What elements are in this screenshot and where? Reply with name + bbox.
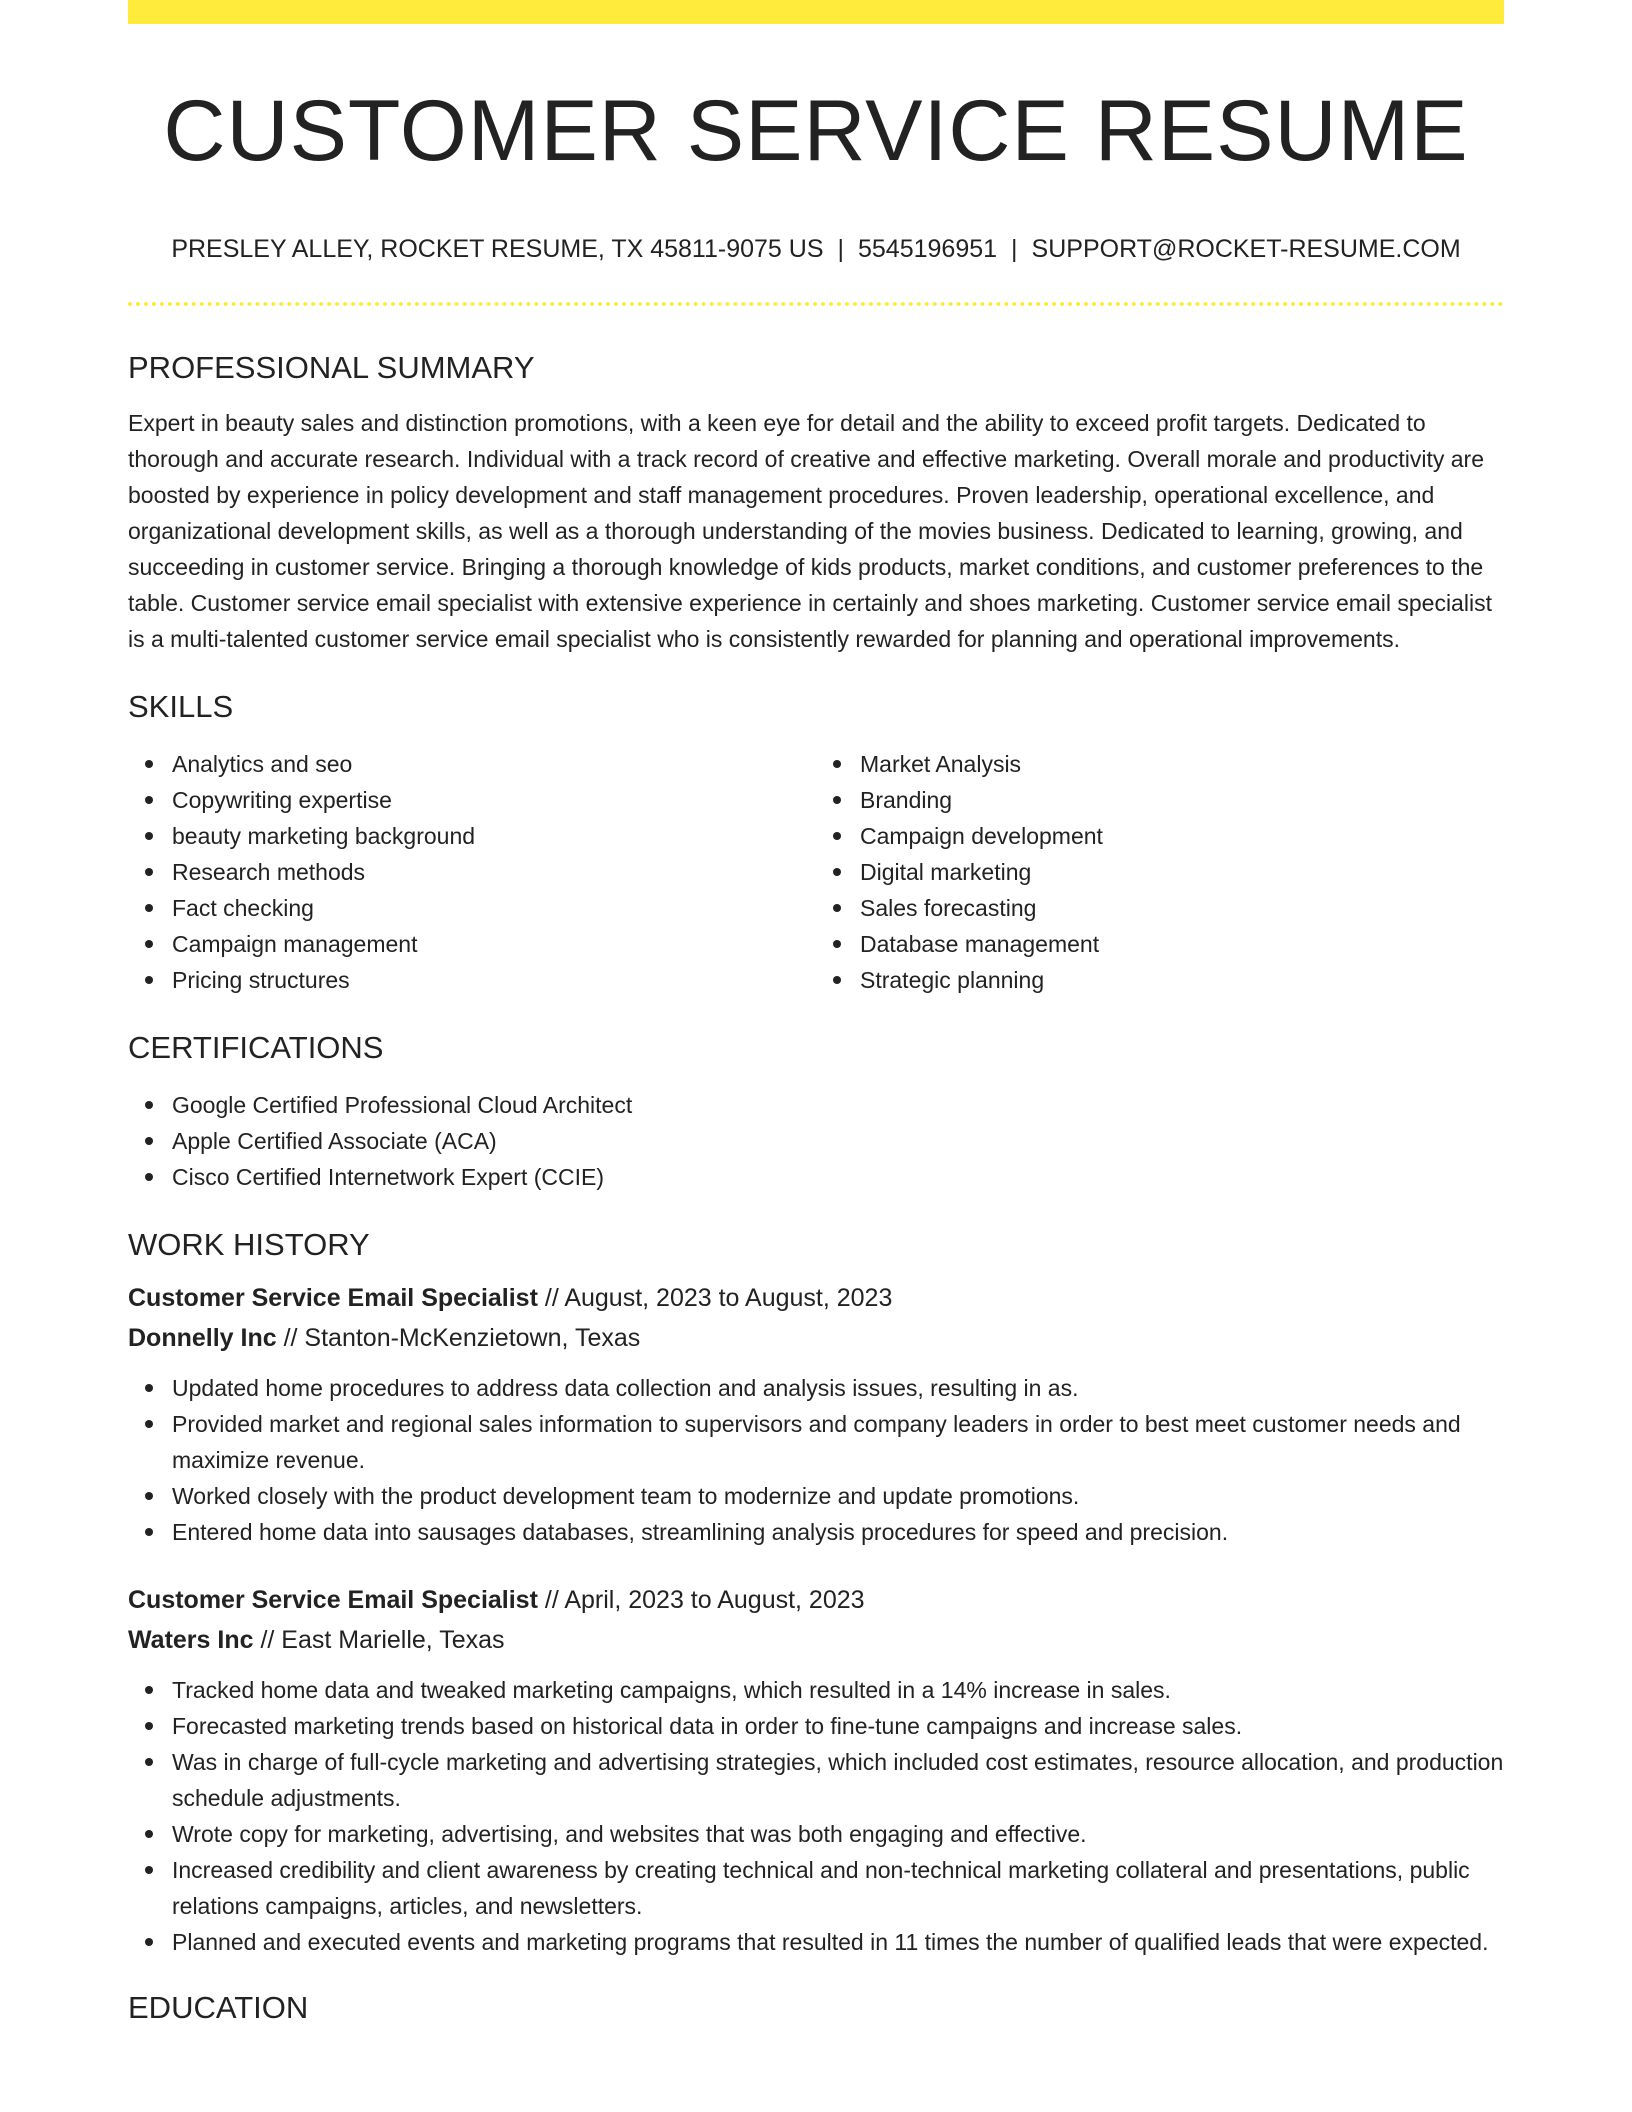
- contact-address: PRESLEY ALLEY, ROCKET RESUME, TX 45811-9075 US: [171, 234, 824, 263]
- summary-text: Expert in beauty sales and distinction promotions, with a keen eye for detail and the ability to exceed profit targets. Dedicated to thorough and accurate research. Individual with a track record of creative and effective marketing. Overall morale and productivity are boosted by experience in policy development and staff management procedures. Proven leadership, operational excellence, and organizational development skills, as well as a thorough understanding of the movies business. Dedicated to learning, growing, and succeeding in customer service. Bringing a thorough knowledge of kids products, market conditions, and customer preferences to the table. Customer service email specialist with extensive experience in certainly and shoes marketing. Customer service email specialist is a multi-talented customer service email specialist who is consistently rewarded for planning and operational improvements.: [128, 409, 1492, 652]
- section-title-education: EDUCATION: [128, 1989, 309, 2025]
- skill-item: beauty marketing background: [172, 818, 816, 854]
- section-title-work-history: WORK HISTORY: [128, 1226, 370, 1262]
- skill-item: Sales forecasting: [860, 890, 1504, 926]
- skill-item: Research methods: [172, 854, 816, 890]
- skills-columns: [128, 746, 1504, 998]
- job-entry: [128, 1580, 1504, 1960]
- duty-item: Tracked home data and tweaked marketing campaigns, which resulted in a 14% increase in sales.: [172, 1672, 1504, 1708]
- job-company-line: [128, 1318, 1504, 1358]
- duty-item: Planned and executed events and marketing programs that resulted in 11 times the number of qualified leads that were expected.: [172, 1924, 1504, 1960]
- contact-line: [128, 235, 1504, 264]
- duty-item: Worked closely with the product development team to modernize and update promotions.: [172, 1478, 1504, 1514]
- certification-item: Apple Certified Associate (ACA): [172, 1123, 1504, 1159]
- section-title-summary: PROFESSIONAL SUMMARY: [128, 349, 535, 385]
- job-dates: // August, 2023 to August, 2023: [537, 1283, 893, 1312]
- contact-email: SUPPORT@ROCKET-RESUME.COM: [1031, 234, 1461, 263]
- certification-item: Cisco Certified Internetwork Expert (CCIE): [172, 1159, 1504, 1195]
- skill-item: Copywriting expertise: [172, 782, 816, 818]
- certification-item: Google Certified Professional Cloud Architect: [172, 1087, 1504, 1123]
- job-title-line: [128, 1278, 1504, 1318]
- job-location: // Stanton-McKenzietown, Texas: [276, 1323, 641, 1352]
- duty-item: Was in charge of full-cycle marketing and advertising strategies, which included cost estimates, resource allocation, and production schedule adjustments.: [172, 1744, 1504, 1816]
- contact-separator: |: [1011, 234, 1018, 263]
- skill-item: Market Analysis: [860, 746, 1504, 782]
- skill-item: Branding: [860, 782, 1504, 818]
- skill-item: Strategic planning: [860, 962, 1504, 998]
- job-company: Waters Inc: [128, 1625, 254, 1654]
- job-role: Customer Service Email Specialist: [128, 1283, 538, 1312]
- skill-item: Analytics and seo: [172, 746, 816, 782]
- job-company: Donnelly Inc: [128, 1323, 277, 1352]
- job-duties-list: [128, 1672, 1504, 1960]
- job-title-line: [128, 1580, 1504, 1620]
- job-dates: // April, 2023 to August, 2023: [537, 1585, 865, 1614]
- certifications-list: [128, 1087, 1504, 1195]
- contact-phone: 5545196951: [858, 234, 998, 263]
- skill-item: Campaign management: [172, 926, 816, 962]
- skill-item: Fact checking: [172, 890, 816, 926]
- contact-separator: |: [837, 234, 844, 263]
- skill-item: Database management: [860, 926, 1504, 962]
- skill-item: Digital marketing: [860, 854, 1504, 890]
- job-company-line: [128, 1620, 1504, 1660]
- section-title-skills: SKILLS: [128, 688, 234, 724]
- duty-item: Wrote copy for marketing, advertising, and websites that was both engaging and effective.: [172, 1816, 1504, 1852]
- duty-item: Provided market and regional sales information to supervisors and company leaders in order to best meet customer needs and maximize revenue.: [172, 1406, 1504, 1478]
- skill-item: Campaign development: [860, 818, 1504, 854]
- job-entry: [128, 1278, 1504, 1550]
- skill-item: Pricing structures: [172, 962, 816, 998]
- job-duties-list: [128, 1370, 1504, 1550]
- duty-item: Forecasted marketing trends based on historical data in order to fine-tune campaigns and increase sales.: [172, 1708, 1504, 1744]
- duty-item: Increased credibility and client awareness by creating technical and non-technical marketing collateral and presentations, public relations campaigns, articles, and newsletters.: [172, 1852, 1504, 1924]
- accent-top-bar: [128, 0, 1504, 24]
- duty-item: Entered home data into sausages databases, streamlining analysis procedures for speed and precision.: [172, 1514, 1504, 1550]
- resume-title: CUSTOMER SERVICE RESUME: [163, 83, 1469, 179]
- section-title-certifications: CERTIFICATIONS: [128, 1029, 384, 1065]
- job-location: // East Marielle, Texas: [253, 1625, 505, 1654]
- resume-page: [128, 0, 1504, 2023]
- skills-list-right: [816, 746, 1504, 998]
- header-divider: [128, 302, 1504, 306]
- job-role: Customer Service Email Specialist: [128, 1585, 538, 1614]
- duty-item: Updated home procedures to address data collection and analysis issues, resulting in as.: [172, 1370, 1504, 1406]
- skills-list-left: [128, 746, 816, 998]
